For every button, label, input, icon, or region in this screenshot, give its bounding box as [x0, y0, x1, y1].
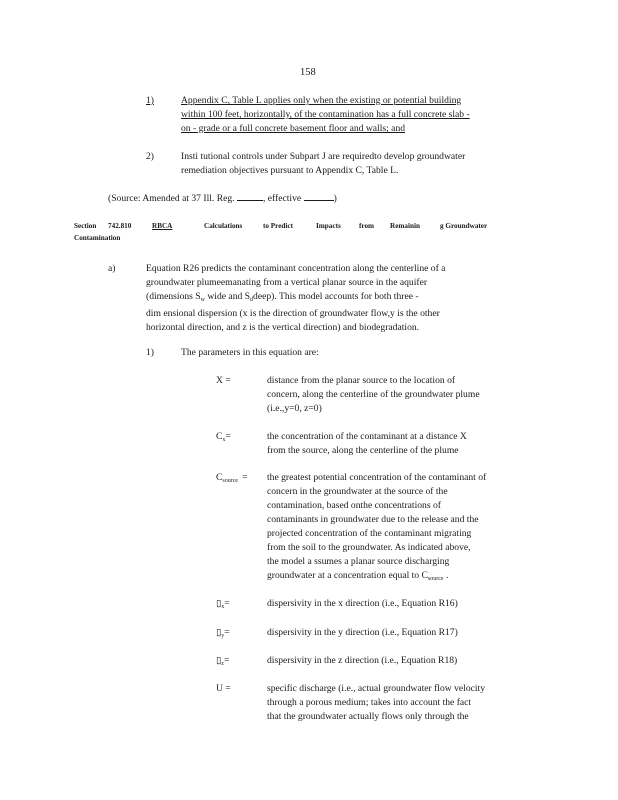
para-a-label: a)	[108, 263, 116, 274]
section-title-word: Contamination	[74, 234, 121, 242]
def-text-cx: the concentration of the contaminant at a distance X from the source, along the centerline of the plume	[267, 431, 467, 456]
def-label-csource: $C_{source}$ =	[216, 472, 248, 484]
section-number-label: Section	[74, 222, 97, 230]
section-title-word: Remainin	[390, 222, 420, 230]
def-label-cx: $C_x=$	[216, 431, 231, 443]
item-1-line: within 100 feet, horizontally, of the contamination has a full concrete slab -	[181, 109, 470, 120]
section-title-word: from	[359, 222, 375, 230]
item-1-number: 1)	[146, 95, 154, 106]
item-1-text	[181, 94, 470, 136]
source-note	[108, 191, 337, 206]
def-label-alpha-z: $▯_z=$	[216, 655, 230, 667]
def-text-csource: the greatest potential concentration of the contaminant of concern in the groundwater at the source of the contamination, based onthe concentrations of contaminants in groundwater due to the release and the projected concentration of the contaminant migrating from the soil to the groundwater. As indicated above, the model a ssumes a planar source discharging groundwater at a concentration equal to $C_{source}$ .	[267, 472, 487, 582]
section-title-word: g Groundwater	[440, 222, 488, 230]
def-text-alpha-y: dispersivity in the y direction (i.e., Equation R17)	[267, 627, 458, 638]
def-text-u: specific discharge (i.e., actual groundwater flow velocity through a porous medium; takes into account the fact that the groundwater actually flows only through the	[267, 683, 485, 722]
para-a-line: groundwater plumeemanating from a vertical planar source in the aquifer	[146, 277, 428, 288]
para-a-text	[146, 262, 445, 335]
def-label-alpha-y: $▯_y=$	[216, 627, 230, 639]
section-number: 742.810	[108, 222, 132, 230]
section-title-word: Calculations	[204, 222, 243, 230]
def-label-alpha-x: $▯_x=$	[216, 598, 230, 610]
def-text-alpha-x: dispersivity in the x direction (i.e., Equation R16)	[267, 598, 458, 609]
para-a-line: dim ensional dispersion (x is the direction of groundwater flow,y is the other	[146, 308, 440, 319]
para-a-line: horizontal direction, and z is the vertical direction) and biodegradation.	[146, 322, 420, 333]
sub-1-text: The parameters in this equation are:	[181, 347, 319, 358]
source-prefix: (Source: Amended at 37 Ill. Reg.	[108, 193, 235, 204]
para-a-line: Equation R26 predicts the contaminant concentration along the centerline of a	[146, 263, 446, 274]
item-2-line: remediation objectives pursuant to Appendix C, Table L.	[181, 165, 399, 176]
item-2-number: 2)	[146, 151, 154, 162]
blank-line	[304, 191, 334, 201]
source-middle: , effective	[262, 193, 302, 204]
item-2-line: Insti tutional controls under Subpart J are requiredto develop groundwater	[181, 151, 466, 162]
source-suffix: )	[333, 193, 337, 204]
item-1-line: Appendix C, Table L applies only when the existing or potential building	[181, 95, 462, 106]
sub-1-number: 1)	[146, 347, 154, 358]
section-title-word: to Predict	[263, 222, 294, 230]
item-2-text	[181, 150, 465, 178]
def-text-alpha-z: dispersivity in the z direction (i.e., Equation R18)	[267, 655, 458, 666]
def-label-u: U =	[216, 683, 231, 694]
section-title-word: Impacts	[316, 222, 341, 230]
page-number: 158	[300, 67, 316, 78]
def-text-x: distance from the planar source to the location of concern, along the centerline of the groundwater plume (i.e.,y=0, z=0)	[267, 375, 480, 414]
blank-line	[237, 191, 263, 201]
section-title-word: RBCA	[152, 222, 173, 230]
def-label-x: X =	[216, 375, 231, 386]
para-a-line: (dimensions $S_w$ wide and $S_ddeep$). This model accounts for both three -	[146, 291, 419, 303]
item-1-line: on - grade or a full concrete basement floor and walls; and	[181, 123, 406, 134]
